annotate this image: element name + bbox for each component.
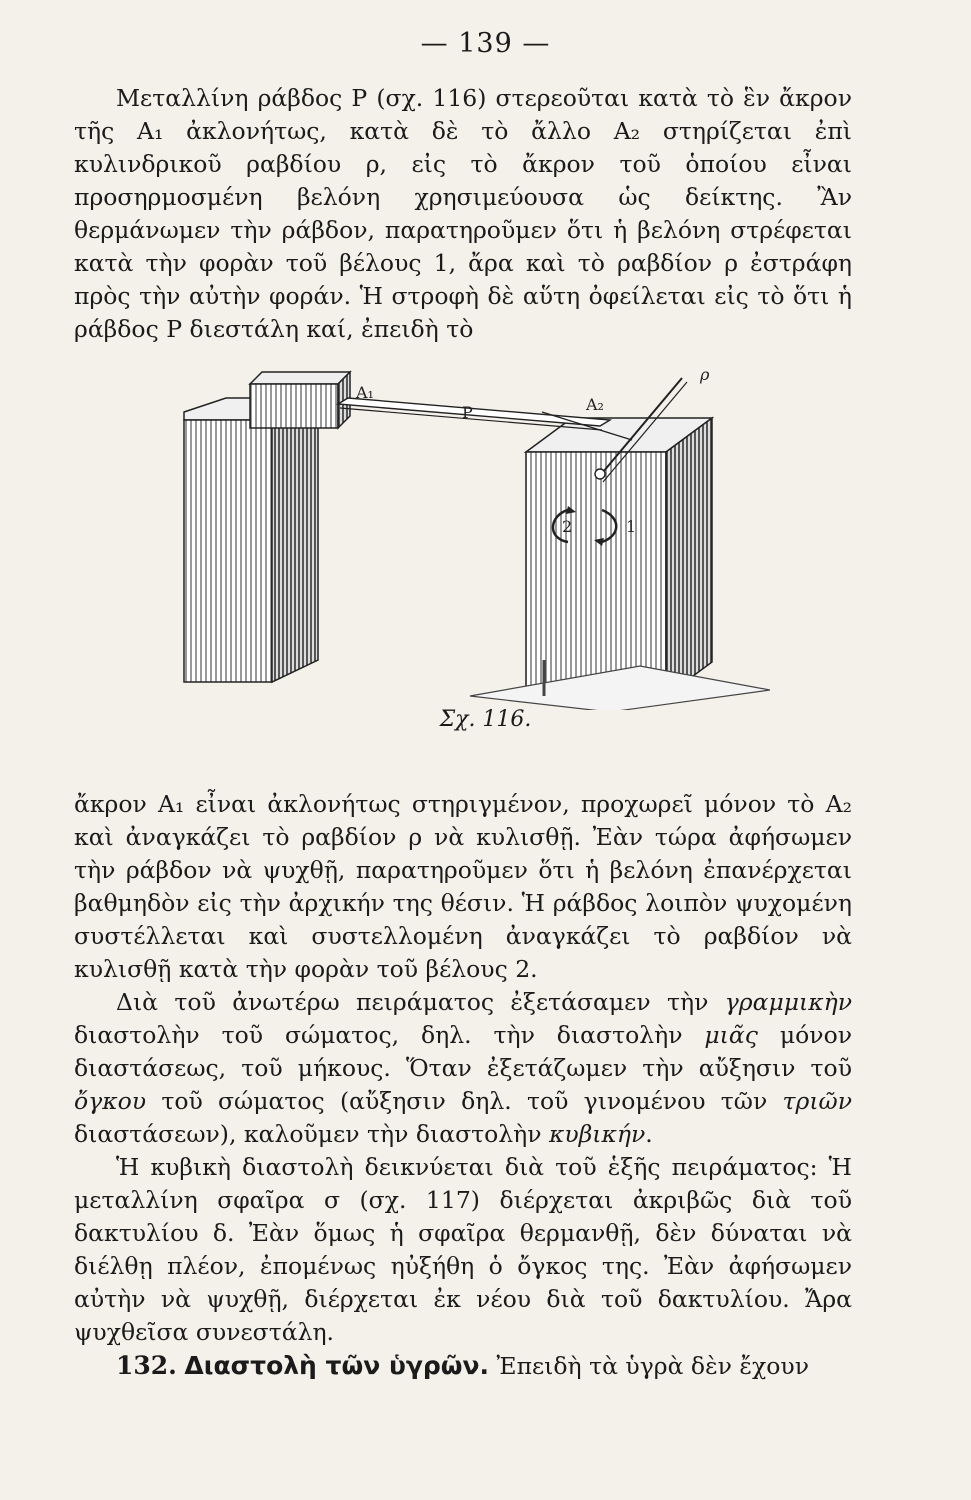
p3-text-1: Διὰ τοῦ ἀνωτέρω πειράματος ἐξετάσαμεν τὴν: [116, 988, 725, 1016]
bottom-text-block: [74, 788, 852, 1383]
paragraph-4: Ἡ κυβικὴ διαστολὴ δεικνύεται διὰ τοῦ ἑξῆς πειράματος: Ἡ μεταλλίνη σφαῖρα σ (σχ. 117) διέρχεται ἀκριβῶς διὰ τοῦ δακτυλίου δ. Ἐὰν ὅμως ἡ σφαῖρα θερμανθῇ, δὲν δύναται νὰ διέλθῃ πλέον, ἐπομένως ηὐξήθη ὁ ὄγκος της. Ἐὰν ἀφήσωμεν αὐτὴν νὰ ψυχθῇ, διέρχεται ἐκ νέου διὰ τοῦ δακτυλίου. Ἄρα ψυχθεῖσα συνεστάλη.: [74, 1153, 852, 1346]
p3-text-5: διαστάσεων), καλοῦμεν τὴν διαστολὴν: [74, 1120, 549, 1148]
p3-text-6: .: [645, 1120, 653, 1148]
label-rho: ρ: [700, 365, 710, 384]
left-support-block: [184, 398, 318, 682]
clamp-block: [250, 372, 350, 428]
p3-italic-5: κυβικήν: [549, 1120, 646, 1148]
top-text-block: [74, 82, 852, 346]
section-title: Διαστολὴ τῶν ὑγρῶν.: [184, 1351, 490, 1380]
label-arrow-2: 2: [562, 517, 573, 536]
right-support-block: [526, 418, 712, 696]
paragraph-2: ἄκρον Α₁ εἶναι ἀκλονήτως στηριγμένον, προχωρεῖ μόνον τὸ Α₂ καὶ ἀναγκάζει τὸ ραβδίον ρ νὰ κυλισθῇ. Ἐὰν τώρα ἀφήσωμεν τὴν ράβδον νὰ ψυχθῇ, παρατηροῦμεν ὅτι ἡ βελόνη ἐπανέρχεται βαθμηδὸν εἰς τὴν ἀρχικήν της θέσιν. Ἡ ράβδος λοιπὸν ψυχομένη συστέλλεται καὶ συστελλομένη ἀναγκάζει τὸ ραβδίον νὰ κυλισθῇ κατὰ τὴν φορὰν τοῦ βέλους 2.: [74, 790, 852, 983]
label-a1: A₁: [356, 383, 374, 402]
paragraph-1: Μεταλλίνη ράβδος Ρ (σχ. 116) στερεοῦται κατὰ τὸ ἓν ἄκρον τῆς Α₁ ἀκλονήτως, κατὰ δὲ τὸ ἄλλο Α₂ στηρίζεται ἐπὶ κυλινδρικοῦ ραβδίου ρ, εἰς τὸ ἄκρον τοῦ ὁποίου εἶναι προσηρμοσμένη βελόνη χρησιμεύουσα ὡς δείκτης. Ἂν θερμάνωμεν τὴν ράβδον, παρατηροῦμεν ὅτι ἡ βελόνη στρέφεται κατὰ τὴν φορὰν τοῦ βέλους 1, ἄρα καὶ τὸ ραβδίον ρ ἐστράφη πρὸς τὴν αὐτὴν φοράν. Ἡ στροφὴ δὲ αὕτη ὀφείλεται εἰς τὸ ὅτι ἡ ράβδος Ρ διεστάλη καί, ἐπειδὴ τὸ: [74, 84, 852, 343]
figure-caption: Σχ. 116.: [439, 707, 532, 732]
label-a2: A₂: [586, 395, 604, 414]
section-number: 132.: [116, 1351, 177, 1380]
label-arrow-1: 1: [626, 517, 637, 536]
p3-italic-3: ὄγκου: [74, 1087, 147, 1115]
paragraph-3: [74, 986, 852, 1151]
p3-italic-1: γραμμικὴν: [724, 988, 852, 1016]
page-number: — 139 —: [420, 28, 551, 59]
p3-text-4: τοῦ σώματος (αὔξησιν δηλ. τοῦ γινομένου τῶν: [146, 1087, 783, 1115]
section-text: Ἐπειδὴ τὰ ὑγρὰ δὲν ἔχουν: [489, 1352, 810, 1380]
p3-text-3: μόνον διαστάσεως, τοῦ μήκους. Ὅταν ἐξετάζωμεν τὴν αὔξησιν τοῦ: [74, 1021, 852, 1082]
label-rod-p: P: [462, 403, 473, 422]
p3-italic-2: μιᾶς: [704, 1021, 758, 1049]
figure-116-illustration: [170, 360, 770, 710]
p3-text-2: διαστολὴν τοῦ σώματος, δηλ. τὴν διαστολὴν: [74, 1021, 705, 1049]
p3-italic-4: τριῶν: [782, 1087, 852, 1115]
section-132-line: [74, 1349, 852, 1383]
